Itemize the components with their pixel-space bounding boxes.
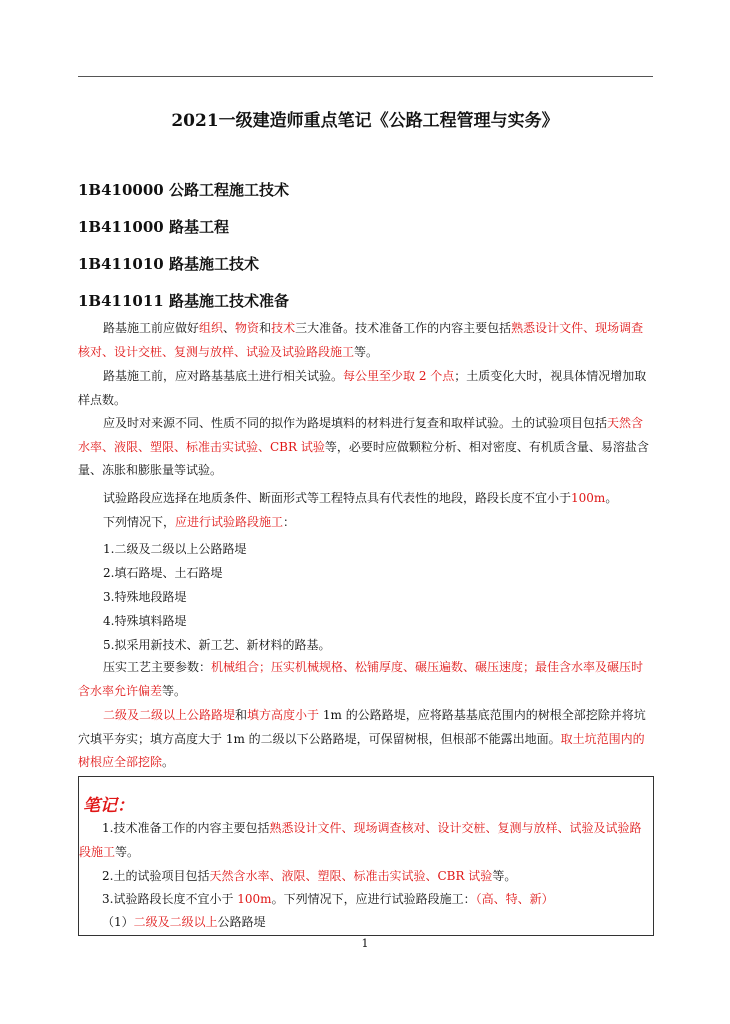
paragraph-conditions: 下列情况下，应进行试验路段施工： <box>103 515 296 529</box>
header-rule <box>78 76 653 77</box>
note-item: 2.土的试验项目包括天然含水率、液限、塑限、标准击实试验、CBR 试验等。 <box>102 869 517 883</box>
paragraph-fill-material: 应及时对来源不同、性质不同的拟作为路堤填料的材料进行复查和取样试验。土的试验项目包括天然含水率、液限、塑限、标准击实试验、CBR 试验等，必要时应做颗粒分析、相对密度、有机质含量、易溶盐含量、冻胀和膨胀量等试验。 <box>78 416 649 477</box>
heading-topic: 1B411011 路基施工技术准备 <box>78 292 289 310</box>
paragraph-compaction: 压实工艺主要参数：机械组合；压实机械规格、松铺厚度、碾压遍数、碾压速度；最佳含水率及碾压时含水率允许偏差等。 <box>78 660 644 698</box>
list-item: 3.特殊地段路堤 <box>103 590 187 604</box>
paragraph-tree-roots: 二级及二级以上公路路堤和填方高度小于 1m 的公路路堤，应将路基基底范围内的树根全部挖除并将坑穴填平夯实；填方高度大于 1m 的二级以下公路路堤，可保留树根，但根部不能露出地面。取土坑范围内的树根应全部挖除。 <box>78 708 646 769</box>
paragraph-preparation: 路基施工前应做好组织、物资和技术三大准备。技术准备工作的内容主要包括熟悉设计文件、现场调查核对、设计交桩、复测与放样、试验及试验路段施工等。 <box>78 321 644 359</box>
list-item: 4.特殊填料路堤 <box>103 614 187 628</box>
paragraph-soil-test: 路基施工前，应对路基基底土进行相关试验。每公里至少取 2 个点；土质变化大时，视具体情况增加取样点数。 <box>78 369 647 407</box>
paragraph-test-section: 试验路段应选择在地质条件、断面形式等工程特点具有代表性的地段，路段长度不宜小于100m。 <box>103 491 618 505</box>
note-item: 3.试验路段长度不宜小于 100m。下列情况下，应进行试验路段施工：（高、特、新） <box>102 892 554 906</box>
list-item: 1.二级及二级以上公路路堤 <box>103 542 247 556</box>
notes-box <box>78 776 654 936</box>
heading-section: 1B410000 公路工程施工技术 <box>78 181 289 199</box>
note-item: 1.技术准备工作的内容主要包括熟悉设计文件、现场调查核对、设计交桩、复测与放样、试验及试验路段施工等。 <box>79 821 642 859</box>
page-number: 1 <box>361 937 369 950</box>
list-item: 2.填石路堤、土石路堤 <box>103 566 223 580</box>
document-title: 2021一级建造师重点笔记《公路工程管理与实务》 <box>171 111 559 131</box>
heading-chapter: 1B411000 路基工程 <box>78 218 229 236</box>
notes-title: 笔记： <box>83 796 134 816</box>
note-item: （1）二级及二级以上公路路堤 <box>102 915 266 929</box>
list-item: 5.拟采用新技术、新工艺、新材料的路基。 <box>103 638 331 652</box>
heading-subchapter: 1B411010 路基施工技术 <box>78 255 259 273</box>
